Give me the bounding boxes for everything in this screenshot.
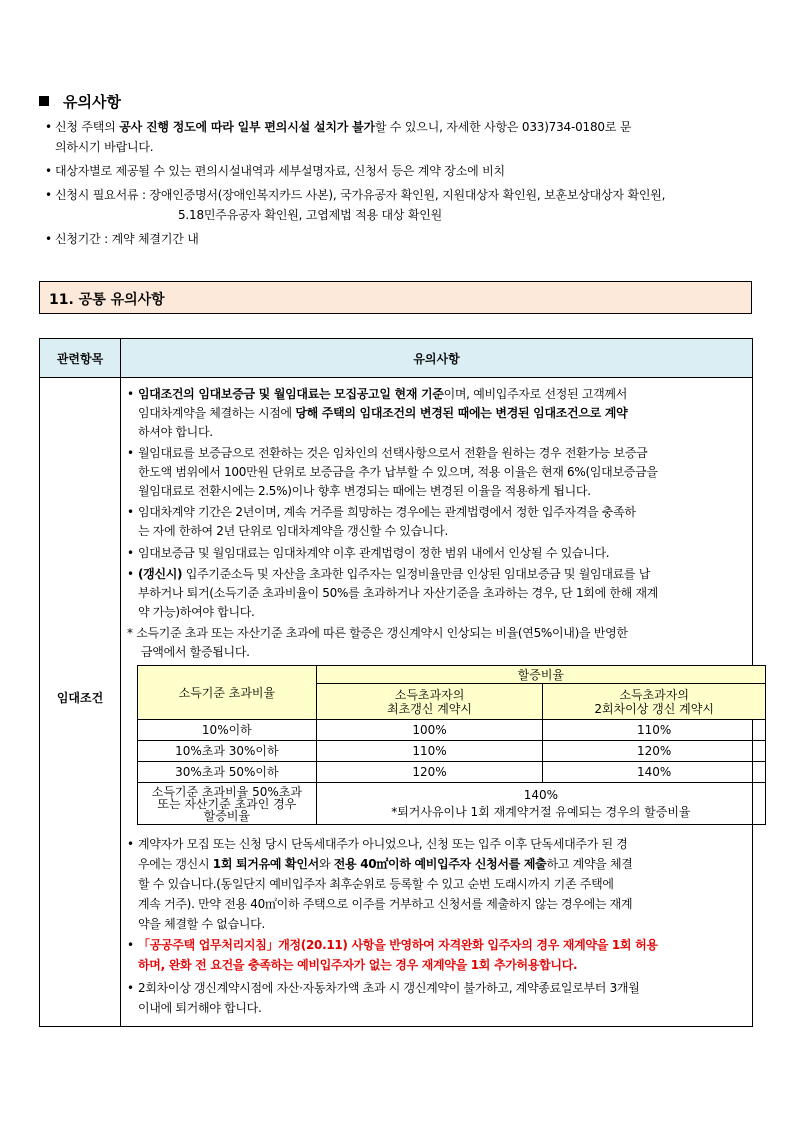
para-6-line-2: 우에는 갱신시 1회 퇴거유예 확인서와 전용 40㎡이하 예비입주자 신청서를 제출하고 계약을 체결 xyxy=(138,857,633,871)
para-2-line-1: • 월임대료를 보증금으로 전환하는 것은 임차인의 선택사항으로서 전환을 원하는 경우 전환가능 보증금 xyxy=(127,446,648,460)
para-6-line-1: • 계약자가 모집 또는 신청 당시 단독세대주가 아니었으나, 신청 또는 입주 이후 단독세대주가 된 경 xyxy=(127,837,628,851)
cell-ratio: 10%이하 xyxy=(138,720,317,741)
bullet-icon: • xyxy=(45,164,52,178)
para-5-line-1: • (갱신시) 입주기준소득 및 자산을 초과한 입주자는 일정비율만큼 인상된 임대보증금 및 월임대료를 납 xyxy=(127,567,651,581)
star-note-line-2: 금액에서 할증됩니다. xyxy=(141,645,250,659)
header-income-ratio: 소득기준 초과비율 xyxy=(138,666,317,720)
bullet-icon: • xyxy=(45,188,52,202)
header-related-item: 관련항목 xyxy=(56,352,104,366)
bullet-icon: • xyxy=(127,938,134,952)
table-row xyxy=(138,783,766,825)
para-6-line-5: 약을 체결할 수 없습니다. xyxy=(138,917,265,931)
para-1-line-2: 임대차계약을 체결하는 시점에 당해 주택의 임대조건의 변경된 때에는 변경된 임대조건으로 계약 xyxy=(138,406,628,420)
section-title: 11. 공통 유의사항 xyxy=(49,292,165,308)
para-6-line-4: 계속 거주). 만약 전용 40㎡이하 주택으로 이주를 거부하고 신청서를 제출하지 않는 경우에는 재계 xyxy=(138,897,633,911)
para-2-line-3: 월임대료로 전환시에는 2.5%)이나 향후 변경되는 때에는 변경된 이율을 적용하게 됩니다. xyxy=(138,484,591,498)
para-8-line-1: • 2회차이상 갱신계약시점에 자산·자동차가액 초과 시 갱신계약이 불가하고, 계약종료일로부터 3개월 xyxy=(127,981,640,995)
para-5-line-3: 약 가능)하여야 합니다. xyxy=(138,605,255,619)
header-first-renewal: 소득초과자의 최초갱신 계약시 xyxy=(316,684,543,720)
column-divider xyxy=(120,339,121,1026)
note-item-3: • 신청시 필요서류 : 장애인증명서(장애인복지카드 사본), 국가유공자 확인원, 지원대상자 확인원, 보훈보상대상자 확인원, xyxy=(45,188,666,202)
para-6-line-3: 할 수 있습니다.(동일단지 예비입주자 최후순위로 등록할 수 있고 순번 도래시까지 기존 주택에 xyxy=(138,877,614,891)
bullet-icon: • xyxy=(127,546,134,560)
para-3-line-1: • 임대차계약 기간은 2년이며, 계속 거주를 희망하는 경우에는 관계법령에서 정한 입주자격을 충족하 xyxy=(127,505,636,519)
cell-ratio: 30%초과 50%이하 xyxy=(138,762,317,783)
cell-ratio: 10%초과 30%이하 xyxy=(138,741,317,762)
note-item-2: • 대상자별로 제공될 수 있는 편의시설내역과 세부설명자료, 신청서 등은 계약 장소에 비치 xyxy=(45,164,505,178)
table-row xyxy=(138,762,766,783)
bullet-icon: • xyxy=(45,232,52,246)
cell-over-50-value: 140% *퇴거사유이나 1회 재계약거절 유예되는 경우의 할증비율 xyxy=(316,783,765,825)
cell-first: 120% xyxy=(316,762,543,783)
note-item-4: • 신청기간 : 계약 체결기간 내 xyxy=(45,232,199,246)
bullet-icon: • xyxy=(127,981,134,995)
bullet-icon: • xyxy=(127,837,134,851)
note-item-1-cont: 의하시기 바랍니다. xyxy=(55,140,154,154)
bullet-icon: • xyxy=(127,505,134,519)
bullet-icon: • xyxy=(127,387,134,401)
cell-second: 120% xyxy=(543,741,766,762)
section-title-box xyxy=(39,281,752,314)
para-7-line-1: • 「공공주택 업무처리지침」개정(20.11) 사항을 반영하여 자격완화 입주자의 경우 재계약을 1회 허용 xyxy=(127,938,658,952)
square-bullet-icon xyxy=(39,96,49,106)
bullet-icon: • xyxy=(127,446,134,460)
header-surcharge-ratio: 할증비율 xyxy=(316,666,765,684)
para-5-line-2: 부하거나 퇴거(소득기준 초과비율이 50%를 초과하거나 자산기준을 초과하는 경우, 단 1회에 한해 재계 xyxy=(138,586,659,600)
table-row xyxy=(138,720,766,741)
cell-first: 100% xyxy=(316,720,543,741)
table-header-row xyxy=(40,339,752,378)
note-item-1: • 신청 주택의 공사 진행 정도에 따라 일부 편의시설 설치가 불가할 수 있으니, 자세한 사항은 033)734-0180로 문 xyxy=(45,120,632,134)
cell-second: 140% xyxy=(543,762,766,783)
bullet-icon: • xyxy=(45,120,52,134)
para-4-line-1: • 임대보증금 및 월임대료는 임대차계약 이후 관계법령이 정한 범위 내에서 인상될 수 있습니다. xyxy=(127,546,610,560)
para-8-line-2: 이내에 퇴거해야 합니다. xyxy=(138,1001,262,1015)
note-item-3-cont: 5.18민주유공자 확인원, 고엽제법 적용 대상 확인원 xyxy=(178,208,443,222)
row-label-rental-conditions: 임대조건 xyxy=(56,691,104,705)
para-1-line-3: 하셔야 합니다. xyxy=(138,425,213,439)
header-notes: 유의사항 xyxy=(413,352,460,366)
para-1-line-1: • 임대조건의 임대보증금 및 월임대료는 모집공고일 현재 기준이며, 예비입주자로 선정된 고객께서 xyxy=(127,387,628,401)
cell-first: 110% xyxy=(316,741,543,762)
para-7-line-2: 하며, 완화 전 요건을 충족하는 예비입주자가 없는 경우 재계약을 1회 추가허용합니다. xyxy=(138,958,578,972)
surcharge-table xyxy=(137,665,766,825)
table-row xyxy=(138,741,766,762)
bullet-icon: • xyxy=(127,567,134,581)
notes-heading: 유의사항 xyxy=(39,91,121,112)
cell-second: 110% xyxy=(543,720,766,741)
cell-over-50-label: 소득기준 초과비율 50%초과 또는 자산기준 초과인 경우 할증비율 xyxy=(138,783,317,825)
star-note-line-1: * 소득기준 초과 또는 자산기준 초과에 따른 할증은 갱신계약시 인상되는 비율(연5%이내)을 반영한 xyxy=(127,626,628,640)
header-second-renewal: 소득초과자의 2회차이상 갱신 계약시 xyxy=(543,684,766,720)
para-2-line-2: 한도액 범위에서 100만원 단위로 보증금을 추가 납부할 수 있으며, 적용 이율은 현재 6%(임대보증금을 xyxy=(138,465,658,479)
para-3-line-2: 는 자에 한하여 2년 단위로 임대차계약을 갱신할 수 있습니다. xyxy=(138,524,448,538)
